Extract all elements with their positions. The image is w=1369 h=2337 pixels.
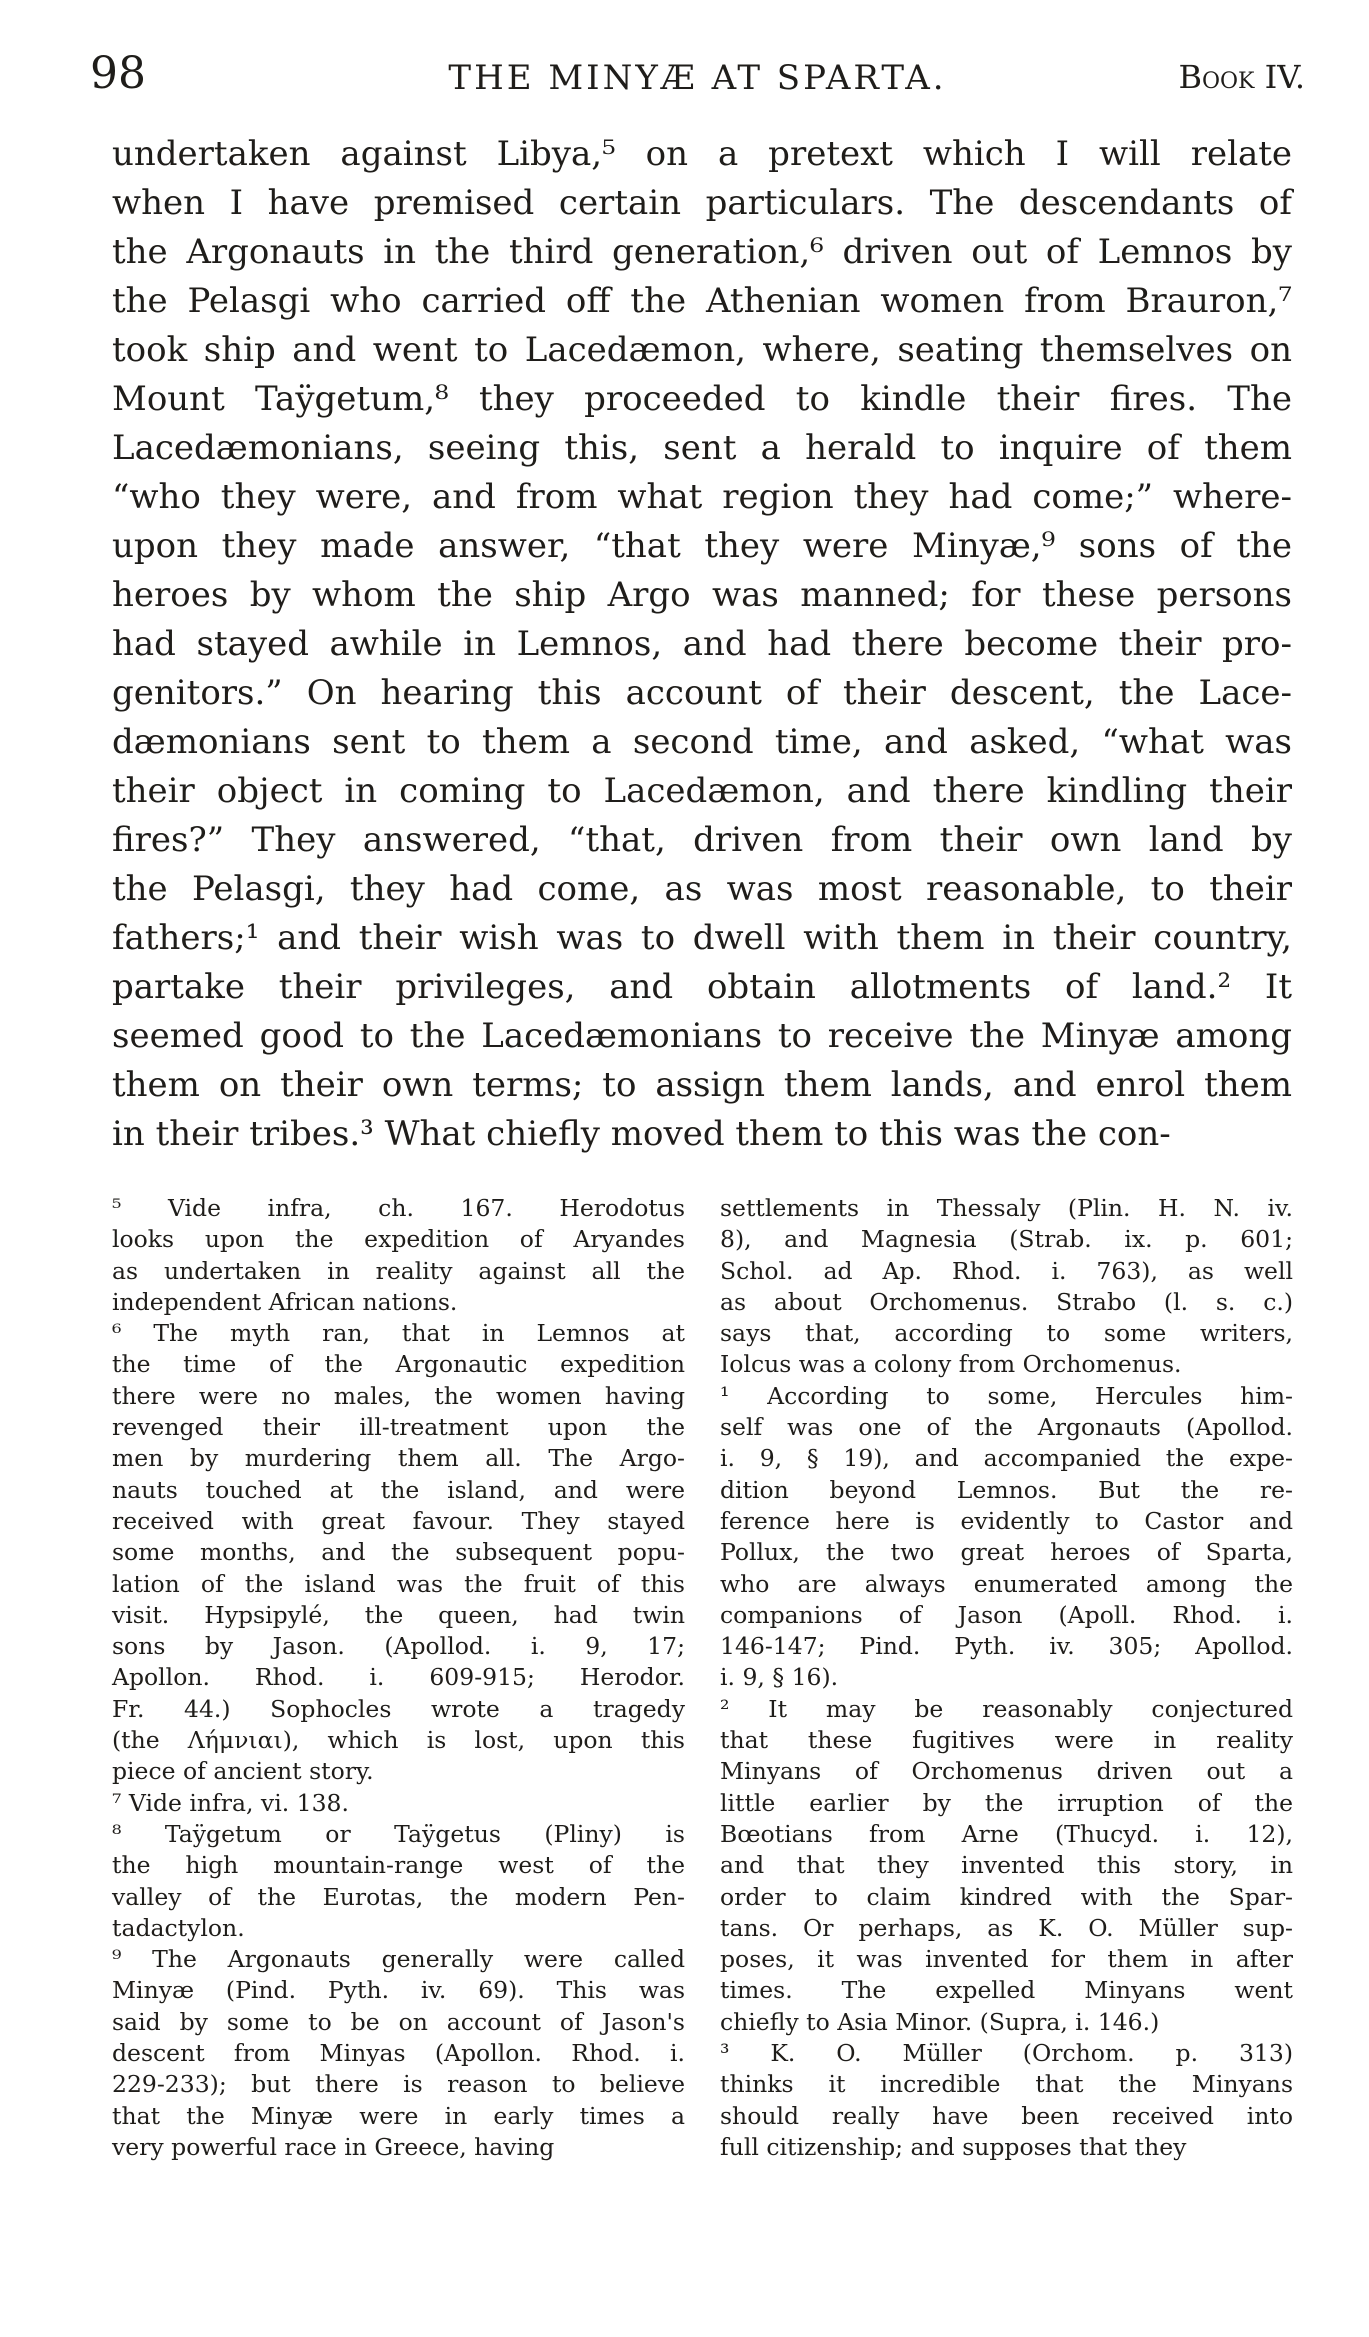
body-text-line: Lacedæmonians, seeing this, sent a herald to inquire of them (112, 428, 1292, 468)
footnote-line: looks upon the expedition of Aryandes (112, 1225, 685, 1254)
footnote-line: the time of the Argonautic expedition (112, 1350, 685, 1379)
body-text-line: undertaken against Libya,⁵ on a pretext which I will relate (112, 134, 1292, 174)
footnote-line: poses, it was invented for them in after (720, 1945, 1293, 1974)
footnote-line: 229-233); but there is reason to believe (112, 2070, 685, 2099)
footnotes-right-column (720, 1193, 1293, 2163)
body-text-line: took ship and went to Lacedæmon, where, seating themselves on (112, 330, 1292, 370)
footnote-line: 8), and Magnesia (Strab. ix. p. 601; (720, 1225, 1293, 1254)
footnote-line: that these fugitives were in reality (720, 1726, 1293, 1755)
footnote-line: visit. Hypsipylé, the queen, had twin (112, 1600, 685, 1629)
footnote-line: Iolcus was a colony from Orchomenus. (720, 1350, 1182, 1379)
footnote-line: ference here is evidently to Castor and (720, 1506, 1293, 1535)
footnote-line: the high mountain-range west of the (112, 1851, 685, 1880)
footnote-line: very powerful race in Greece, having (112, 2132, 555, 2161)
body-text-line: partake their privileges, and obtain allotments of land.² It (112, 967, 1292, 1007)
footnote-line: ⁵ Vide infra, ch. 167. Herodotus (112, 1194, 685, 1222)
footnote-line: tadactylon. (112, 1913, 245, 1942)
body-text-line: when I have premised certain particulars. The descendants of (112, 183, 1292, 223)
body-text-line: them on their own terms; to assign them lands, and enrol them (112, 1065, 1292, 1105)
page-number: 98 (90, 48, 146, 99)
footnote-line: Fr. 44.) Sophocles wrote a tragedy (112, 1694, 685, 1723)
footnote-line: ⁹ The Argonauts generally were called (112, 1945, 685, 1974)
footnote-line: Minyæ (Pind. Pyth. iv. 69). This was (112, 1976, 685, 2005)
book-label: Book IV. (1178, 58, 1305, 96)
main-text (112, 130, 1292, 1159)
footnote-line: (the Λήμνιαι), which is lost, upon this (112, 1726, 685, 1755)
running-title: THE MINYÆ AT SPARTA. (448, 58, 947, 98)
body-text-line: heroes by whom the ship Argo was manned; for these persons (112, 575, 1292, 615)
body-text-line: genitors.” On hearing this account of their descent, the Lace- (112, 673, 1292, 713)
footnotes (112, 1193, 1302, 2213)
footnote-line: i. 9, § 19), and accompanied the expe- (720, 1444, 1293, 1473)
body-text-line: “who they were, and from what region they had come;” where- (112, 477, 1292, 517)
footnote-line: ⁶ The myth ran, that in Lemnos at (112, 1319, 685, 1348)
footnote-line: some months, and the subsequent popu- (112, 1538, 685, 1567)
body-text-line: dæmonians sent to them a second time, and asked, “what was (112, 722, 1292, 762)
footnote-line: ² It may be reasonably conjectured (720, 1694, 1293, 1723)
footnote-line: times. The expelled Minyans went (720, 1976, 1293, 2005)
footnote-line: received with great favour. They stayed (112, 1506, 685, 1535)
footnote-line: and that they invented this story, in (720, 1851, 1293, 1880)
page-header (90, 48, 1305, 108)
footnote-line: order to claim kindred with the Spar- (720, 1882, 1293, 1911)
footnote-line: settlements in Thessaly (Plin. H. N. iv. (720, 1194, 1293, 1222)
footnote-line: said by some to be on account of Jason's (112, 2007, 685, 2036)
footnote-line: tans. Or perhaps, as K. O. Müller sup- (720, 1913, 1293, 1942)
footnote-line: ⁸ Taÿgetum or Taÿgetus (Pliny) is (112, 1819, 685, 1848)
body-text-line: in their tribes.³ What chiefly moved them to this was the con- (112, 1114, 1171, 1154)
footnote-line: descent from Minyas (Apollon. Rhod. i. (112, 2039, 685, 2068)
footnote-line: full citizenship; and supposes that they (720, 2132, 1187, 2161)
body-text-line: the Argonauts in the third generation,⁶ driven out of Lemnos by (112, 232, 1292, 272)
footnote-line: revenged their ill-treatment upon the (112, 1413, 685, 1442)
footnotes-left-column (112, 1193, 685, 2163)
footnote-line: that the Minyæ were in early times a (112, 2101, 685, 2130)
footnote-line: valley of the Eurotas, the modern Pen- (112, 1882, 685, 1911)
body-text-line: had stayed awhile in Lemnos, and had there become their pro- (112, 624, 1292, 664)
footnote-line: lation of the island was the fruit of this (112, 1569, 685, 1598)
footnote-line: nauts touched at the island, and were (112, 1475, 685, 1504)
footnote-line: there were no males, the women having (112, 1381, 685, 1410)
body-text-line: their object in coming to Lacedæmon, and there kindling their (112, 771, 1292, 811)
footnote-line: as undertaken in reality against all the (112, 1256, 685, 1285)
footnote-line: i. 9, § 16). (720, 1663, 839, 1692)
footnote-line: who are always enumerated among the (720, 1569, 1293, 1598)
body-text-line: fires?” They answered, “that, driven from their own land by (112, 820, 1292, 860)
footnote-line: Pollux, the two great heroes of Sparta, (720, 1538, 1293, 1567)
footnote-line: ⁷ Vide infra, vi. 138. (112, 1788, 349, 1817)
footnote-line: Minyans of Orchomenus driven out a (720, 1757, 1293, 1786)
footnote-line: Bœotians from Arne (Thucyd. i. 12), (720, 1819, 1293, 1848)
footnote-line: self was one of the Argonauts (Apollod. (720, 1413, 1293, 1442)
body-text-line: Mount Taÿgetum,⁸ they proceeded to kindle their fires. The (112, 379, 1292, 419)
body-text-line: upon they made answer, “that they were Minyæ,⁹ sons of the (112, 526, 1292, 566)
body-text-line: fathers;¹ and their wish was to dwell with them in their country, (112, 918, 1292, 958)
body-text-line: the Pelasgi, they had come, as was most reasonable, to their (112, 869, 1292, 909)
footnote-line: says that, according to some writers, (720, 1319, 1293, 1348)
footnote-line: little earlier by the irruption of the (720, 1788, 1293, 1817)
footnote-line: thinks it incredible that the Minyans (720, 2070, 1293, 2099)
footnote-line: dition beyond Lemnos. But the re- (720, 1475, 1293, 1504)
footnote-line: ³ K. O. Müller (Orchom. p. 313) (720, 2039, 1293, 2068)
footnote-line: should really have been received into (720, 2101, 1293, 2130)
footnote-line: 146-147; Pind. Pyth. iv. 305; Apollod. (720, 1632, 1293, 1661)
footnote-line: sons by Jason. (Apollod. i. 9, 17; (112, 1632, 685, 1661)
footnote-line: companions of Jason (Apoll. Rhod. i. (720, 1600, 1293, 1629)
body-text-line: the Pelasgi who carried off the Athenian women from Brauron,⁷ (112, 281, 1292, 321)
body-text-line: seemed good to the Lacedæmonians to receive the Minyæ among (112, 1016, 1292, 1056)
footnote-line: ¹ According to some, Hercules him- (720, 1381, 1293, 1410)
footnote-line: piece of ancient story. (112, 1757, 374, 1786)
footnote-line: Apollon. Rhod. i. 609-915; Herodor. (112, 1663, 685, 1692)
footnote-line: Schol. ad Ap. Rhod. i. 763), as well (720, 1256, 1293, 1285)
footnote-line: independent African nations. (112, 1287, 458, 1316)
footnote-line: as about Orchomenus. Strabo (l. s. c.) (720, 1287, 1293, 1316)
footnote-line: men by murdering them all. The Argo- (112, 1444, 685, 1473)
footnote-line: chiefly to Asia Minor. (Supra, i. 146.) (720, 2007, 1160, 2036)
